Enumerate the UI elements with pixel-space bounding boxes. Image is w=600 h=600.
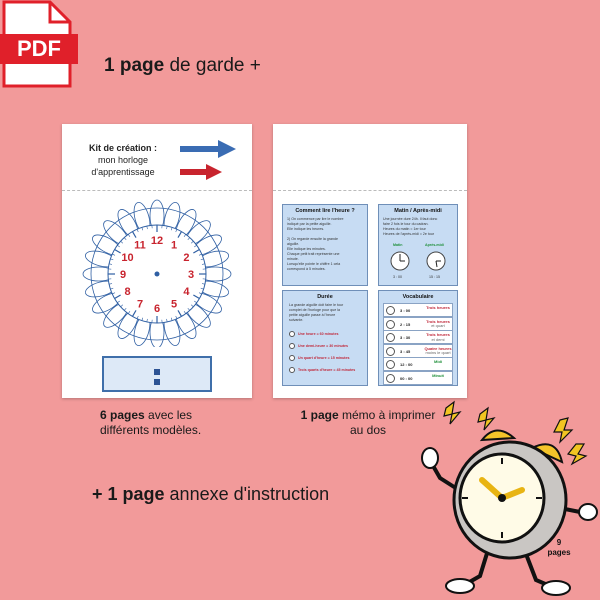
caption-memo-rest: mémo à imprimer au dos	[338, 408, 436, 437]
memo-line: indiqué par la petite aiguille.	[287, 222, 332, 226]
mini-clock-icon	[386, 374, 395, 383]
panel-title: Matin / Après-midi	[394, 208, 442, 214]
duration-item	[289, 355, 365, 361]
vocabulary-label: Minuit	[432, 372, 444, 378]
memo-line: Heures du matin = 1er tour	[383, 227, 426, 231]
clock-number: 8	[124, 286, 131, 298]
memo-panel-duration	[282, 290, 368, 386]
kit-title-line2: mon horloge	[97, 155, 149, 165]
vocabulary-sublabel: et quart	[431, 323, 445, 329]
memo-line: faire 2 fois le tour du cadran.	[383, 222, 429, 226]
vocabulary-sublabel: et demi	[431, 336, 445, 342]
headline-rest: de garde +	[164, 55, 261, 76]
duration-item	[289, 367, 365, 373]
colon-dot-top	[154, 369, 160, 375]
vocabulary-time: 12 : 00	[400, 362, 413, 367]
clock-number: 7	[136, 298, 144, 311]
annex-rest: annexe d'instruction	[164, 484, 330, 504]
vocabulary-label: Midi	[434, 359, 442, 364]
clock-number: 5	[170, 298, 178, 311]
clock-number: 3	[187, 269, 195, 281]
panel-title: Vocabulaire	[402, 294, 434, 300]
kit-title	[68, 142, 178, 178]
vocabulary-time: 2 : 15	[400, 321, 411, 327]
memo-line: petite aiguille passe à l'heure	[289, 313, 336, 317]
vocabulary-sublabel: moins le quart	[425, 350, 451, 356]
panel-title: Durée	[317, 294, 333, 300]
vocabulary-time: 3 : 45	[400, 348, 411, 354]
memo-line: Elle indique les minutes.	[287, 247, 326, 251]
memo-line: suivante.	[289, 318, 304, 322]
memo-line: 2) On regarde ensuite la grande	[287, 237, 338, 241]
caption-memo-bold: 1 page	[300, 408, 339, 422]
duration-text: Une heure = 60 minutes	[298, 331, 339, 336]
headline-bold: 1 page	[104, 55, 165, 76]
mini-clock-icon	[389, 250, 411, 272]
caption-models-bold: 6 pages	[100, 408, 145, 422]
colon-dot-bottom	[154, 379, 160, 385]
cartoon-alarm-clock-icon	[410, 400, 600, 600]
clock-number: 12	[150, 235, 164, 247]
vocabulary-label: Trois heures et quart	[422, 320, 454, 329]
clock-number: 10	[121, 252, 134, 264]
red-arrow-icon	[180, 164, 222, 180]
memo-panel-vocabulary	[378, 290, 458, 386]
label-afternoon: Après-midi	[425, 243, 444, 247]
vocabulary-row	[383, 371, 453, 385]
kit-title-bold: Kit de création :	[88, 143, 157, 153]
panel-text	[287, 217, 367, 272]
mini-clock-icon	[386, 347, 395, 356]
clock-template-card	[62, 124, 252, 398]
time-morning: 3 : 00	[393, 275, 402, 279]
memo-line: Une journée dure 24h. Il faut donc	[383, 217, 438, 221]
panel-text	[289, 303, 365, 323]
memo-panel-morning-afternoon	[378, 204, 458, 286]
mini-clock-icon	[425, 250, 447, 272]
memo-line: correspond à 5 minutes.	[287, 267, 326, 271]
clock-number: 11	[134, 239, 146, 252]
annex-bold: + 1 page	[92, 484, 165, 504]
mini-clock-icon	[386, 333, 395, 342]
memo-card	[273, 124, 467, 398]
pages-number: 9	[556, 538, 562, 547]
duration-text: Une demi-heure = 30 minutes	[298, 343, 349, 348]
vocabulary-time: 3 : 00	[400, 308, 411, 313]
caption-models-rest: avec les différents modèles.	[100, 408, 202, 437]
vocabulary-time: 3 : 30	[400, 335, 411, 340]
mini-clock-icon	[289, 355, 295, 361]
memo-line: Elle indique les heures.	[287, 227, 325, 231]
blue-arrow-icon	[180, 140, 236, 158]
panel-title: Comment lire l'heure ?	[295, 208, 355, 214]
clock-number: 9	[119, 269, 127, 281]
panel-text	[383, 217, 457, 237]
duration-text: Un quart d'heure = 15 minutes	[298, 355, 350, 360]
mini-clock-icon	[289, 331, 295, 337]
mini-clock-icon	[386, 306, 395, 315]
headline	[104, 55, 261, 77]
vocabulary-row	[383, 344, 453, 358]
clock-center-dot	[155, 272, 160, 277]
clock-number: 6	[153, 303, 161, 315]
pages-badge	[534, 538, 584, 558]
clock-face	[77, 197, 237, 347]
pages-unit: pages	[547, 548, 571, 557]
memo-line: aiguille.	[287, 242, 300, 246]
mini-clock-icon	[289, 343, 295, 349]
digital-time-box	[102, 356, 212, 392]
clock-number: 4	[183, 286, 190, 298]
memo-line: Heures de l'après-midi = 2e tour	[383, 232, 435, 236]
annex-line	[92, 484, 329, 505]
duration-item	[289, 343, 365, 349]
mini-clock-icon	[386, 360, 395, 369]
vocabulary-label: Trois heures	[426, 305, 450, 310]
vocabulary-label: Quatre heures moins le quart	[422, 347, 454, 356]
mini-clock-icon	[289, 367, 295, 373]
fold-line	[62, 190, 252, 191]
memo-line: La grande aiguille doit faire le tour	[289, 303, 344, 307]
label-morning: Matin	[393, 243, 403, 247]
vocabulary-row	[383, 303, 453, 317]
time-afternoon: 15 : 15	[429, 275, 440, 279]
memo-panel-reading	[282, 204, 368, 286]
memo-line: 1) On commence par lire le nombre	[287, 217, 344, 221]
pdf-file-icon	[0, 0, 78, 90]
vocabulary-label: Trois heures et demi	[422, 333, 454, 342]
memo-line: Chaque petit trait représente une	[287, 252, 340, 256]
caption-models	[100, 408, 240, 438]
fold-line	[273, 190, 467, 191]
duration-text: Trois quarts d'heure = 45 minutes	[298, 367, 356, 372]
vocabulary-time: 00 : 00	[400, 375, 413, 381]
kit-title-line3: d'apprentissage	[91, 167, 155, 177]
mini-clock-icon	[386, 320, 395, 329]
memo-line: Lorsqu'elle pointe le chiffre 1 cela	[287, 262, 341, 266]
memo-line: minute.	[287, 257, 299, 261]
vocabulary-row	[383, 317, 453, 331]
memo-line: complet de l'horloge pour que la	[289, 308, 341, 312]
clock-number: 1	[170, 239, 178, 252]
vocabulary-row	[383, 330, 453, 344]
clock-number: 2	[183, 252, 190, 264]
duration-item	[289, 331, 365, 337]
pdf-label: PDF	[17, 36, 61, 61]
vocabulary-row	[383, 357, 453, 371]
